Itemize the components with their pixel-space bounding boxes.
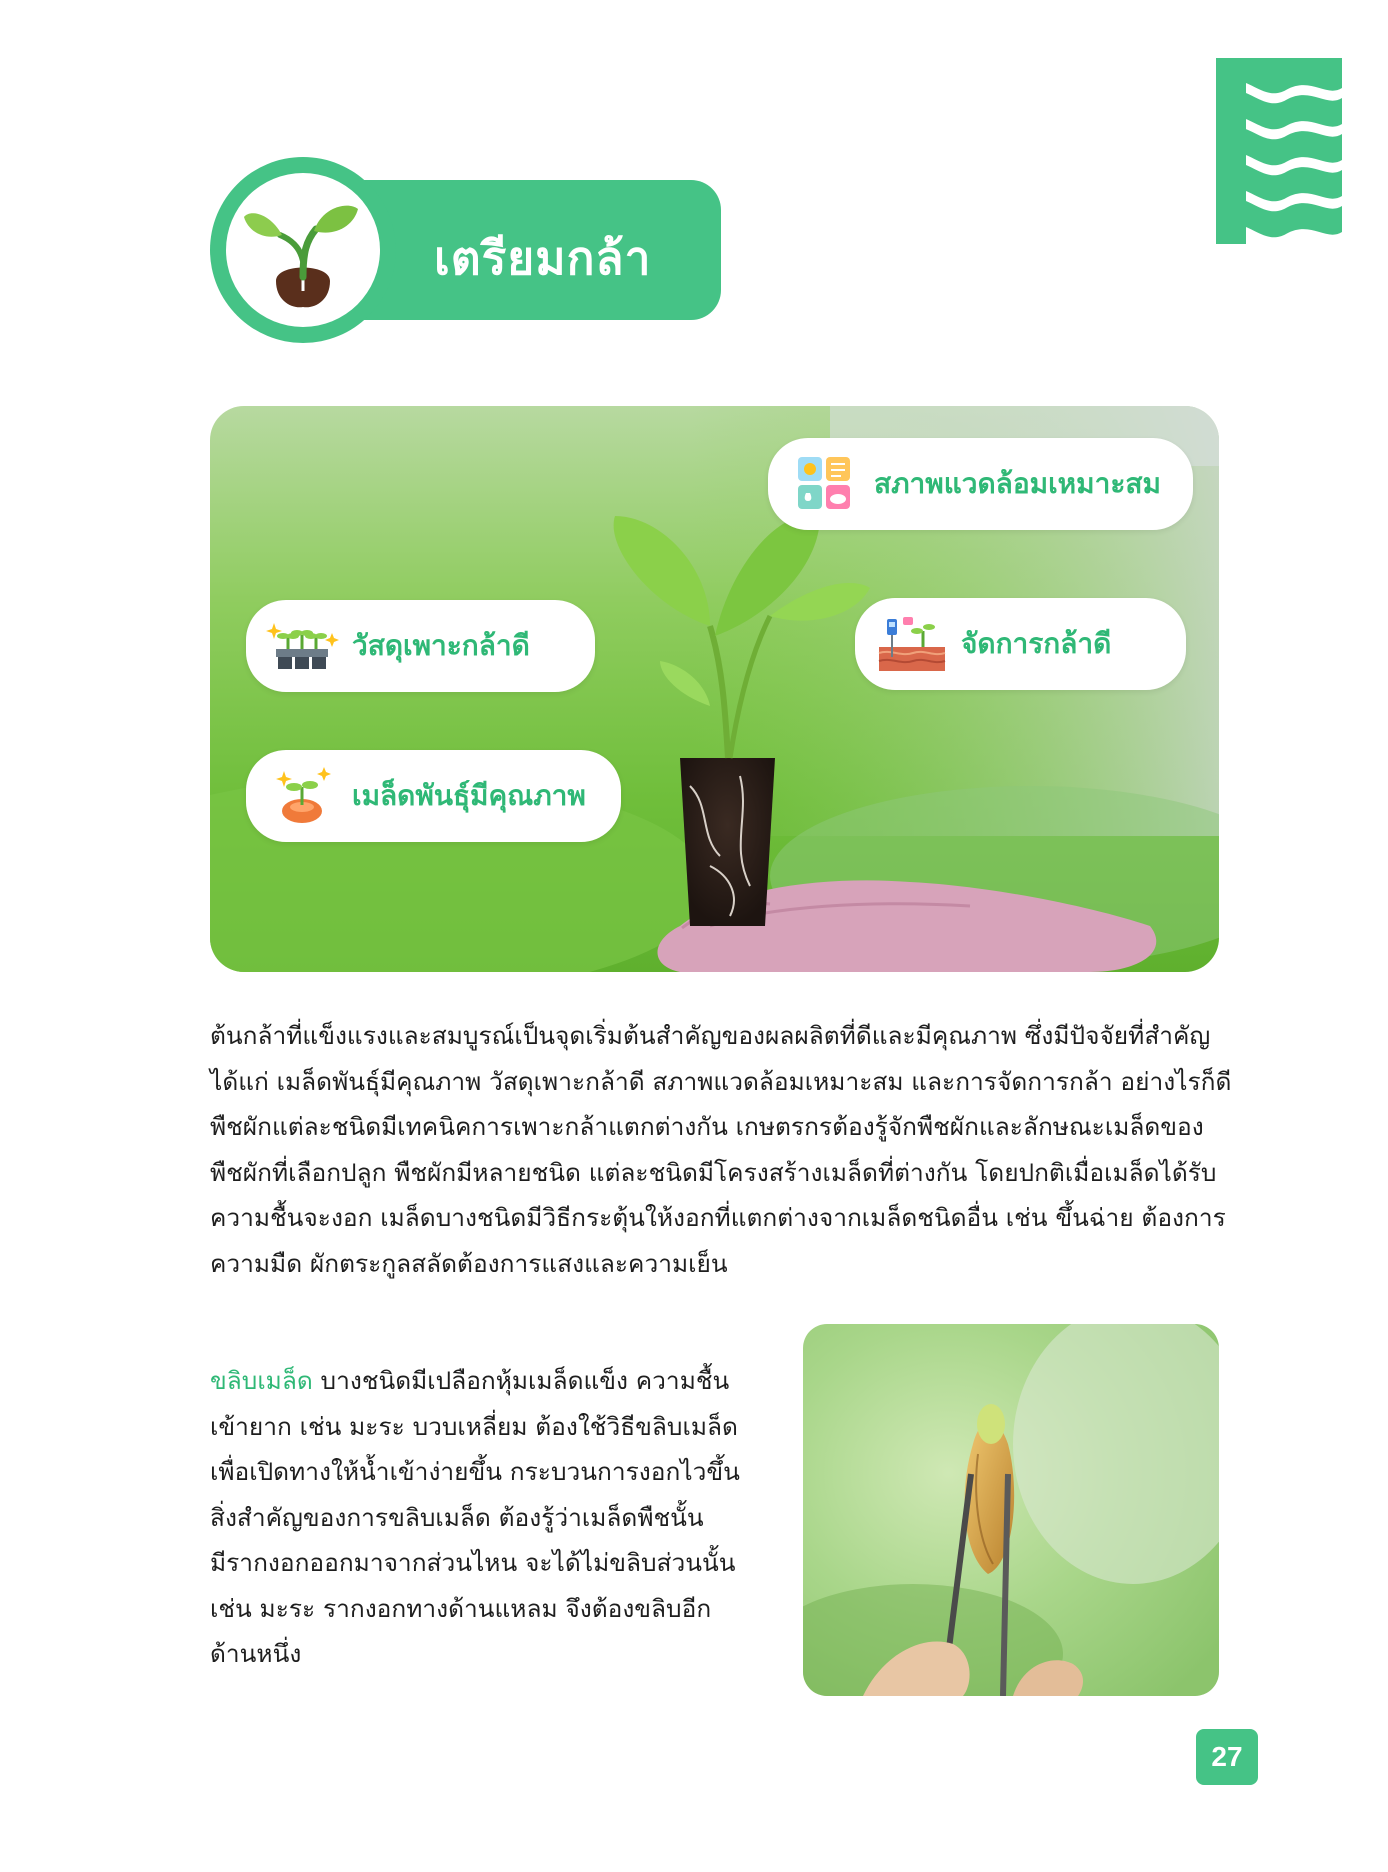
paragraph-line: เพื่อเปิดทางให้น้ำเข้าง่ายขึ้น กระบวนการงอกไวขึ้น (210, 1457, 740, 1486)
paragraph-line: ความชื้นจะงอก เมล็ดบางชนิดมีวิธีกระตุ้นให้งอกที่แตกต่างจากเมล็ดชนิดอื่น เช่น ขึ้นฉ่าย ต้องการ (210, 1203, 1226, 1232)
sprouting-seed-icon (262, 765, 342, 827)
highlight-term: ขลิบเมล็ด (210, 1366, 313, 1395)
seedling-hero-photo (210, 406, 1219, 972)
environment-icon (784, 453, 864, 515)
chip-quality-seed (246, 750, 621, 842)
seed-scarification-paragraph (210, 1358, 770, 1677)
paragraph-line: พืชผักที่เลือกปลูก พืชผักมีหลายชนิด แต่ละชนิดมีโครงสร้างเมล็ดที่ต่างกัน โดยปกติเมื่อเมล็ดได้รับ (210, 1157, 1217, 1187)
page-number: 27 (1196, 1729, 1258, 1785)
page-title: เตรียมกล้า (434, 231, 652, 285)
paragraph-line: เช่น มะระ รากงอกทางด้านแหลม จึงต้องขลิบอีก (210, 1593, 712, 1623)
paragraph-line: พืชผักแต่ละชนิดมีเทคนิคการเพาะกล้าแตกต่างกัน เกษตรกรต้องรู้จักพืชผักและลักษณะเมล็ดของ (210, 1112, 1204, 1141)
chip-quality-seed-label: เมล็ดพันธุ์มีคุณภาพ (352, 779, 586, 812)
soil-sensor-icon (871, 613, 951, 675)
paragraph-line: ได้แก่ เมล็ดพันธุ์มีคุณภาพ วัสดุเพาะกล้าดี สภาพแวดล้อมเหมาะสม และการจัดการกล้า อย่างไรก็ดี (210, 1066, 1232, 1096)
paragraph-line: สิ่งสำคัญของการขลิบเมล็ด ต้องรู้ว่าเมล็ดพืชนั้น (210, 1502, 704, 1532)
paragraph-line (210, 1358, 770, 1404)
paragraph-text: บางชนิดมีเปลือกหุ้มเมล็ดแข็ง ความชื้น (312, 1366, 730, 1395)
chip-seedling-management-label: จัดการกล้าดี (961, 627, 1112, 660)
paragraph-line: ความมืด ผักตระกูลสลัดต้องการแสงและความเย็น (210, 1248, 728, 1278)
seedling-icon (226, 173, 380, 327)
chip-seedling-material-label: วัสดุเพาะกล้าดี (352, 629, 530, 662)
paragraph-line: เข้ายาก เช่น มะระ บวบเหลี่ยม ต้องใช้วิธีขลิบเมล็ด (210, 1411, 738, 1441)
intro-paragraph (210, 1013, 1232, 1286)
section-header-badge (210, 157, 396, 343)
corner-wave-decoration (1216, 58, 1342, 244)
seed-tweezers-photo (803, 1324, 1219, 1696)
paragraph-line: ต้นกล้าที่แข็งแรงและสมบูรณ์เป็นจุดเริ่มต้นสำคัญของผลผลิตที่ดีและมีคุณภาพ ซึ่งมีปัจจัยที่สำคัญ (210, 1021, 1211, 1050)
chip-seedling-management (855, 598, 1186, 690)
chip-environment (768, 438, 1193, 530)
chip-seedling-material (246, 600, 595, 692)
paragraph-line: มีรากงอกออกมาจากส่วนไหน จะได้ไม่ขลิบส่วนนั้น (210, 1548, 736, 1577)
seedling-tray-icon (262, 615, 342, 677)
paragraph-line: ด้านหนึ่ง (210, 1639, 302, 1668)
chip-environment-label: สภาพแวดล้อมเหมาะสม (874, 467, 1161, 500)
